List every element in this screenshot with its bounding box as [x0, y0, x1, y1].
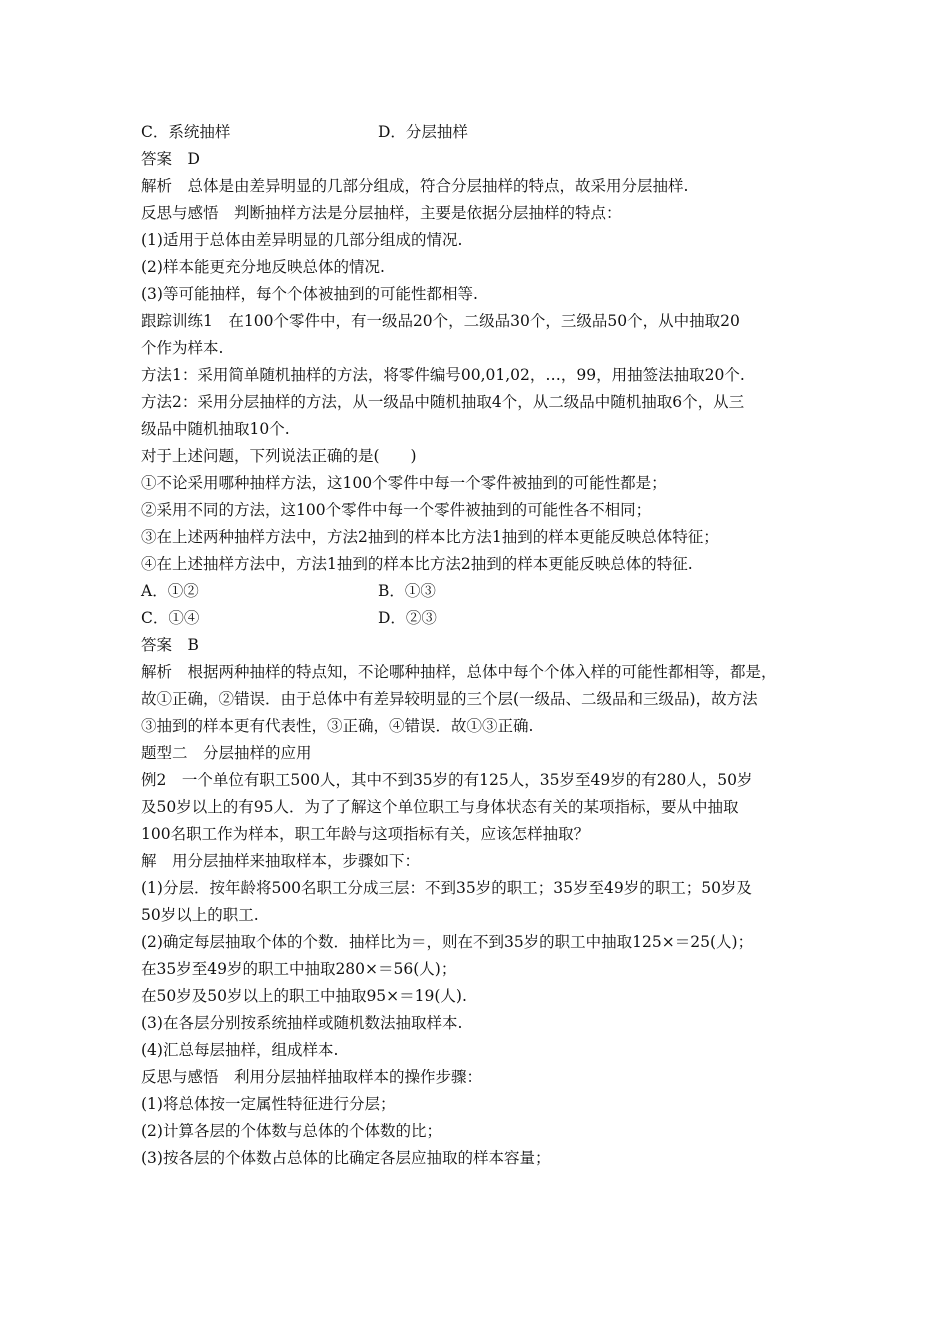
reflection-item: (2)样本能更充分地反映总体的情况. — [141, 258, 385, 276]
statement-line: ②采用不同的方法，这100个零件中每一个零件被抽到的可能性各不相同； — [141, 501, 652, 519]
question-line: 对于上述问题，下列说法正确的是( ) — [141, 447, 417, 465]
option-a: A．①② — [141, 582, 199, 600]
reflection-item: (1)将总体按一定属性特征进行分层； — [141, 1095, 396, 1113]
reflection-item: (1)适用于总体由差异明显的几部分组成的情况. — [141, 231, 463, 249]
solution-step: (2)确定每层抽取个体的个数．抽样比为＝，则在不到35岁的职工中抽取125×＝25(人)； — [141, 933, 754, 951]
solution-step: 在50岁及50岁以上的职工中抽取95×＝19(人). — [141, 987, 467, 1005]
analysis-line: ③抽到的样本更有代表性，③正确，④错误．故①③正确. — [141, 717, 534, 735]
choice-row — [141, 578, 821, 605]
reflection-item: (3)等可能抽样，每个个体被抽到的可能性都相等. — [141, 285, 478, 303]
solution-line: 解 用分层抽样来抽取样本，步骤如下： — [141, 852, 421, 870]
answer-line: 答案 B — [141, 636, 199, 654]
reflection-item: (3)按各层的个体数占总体的比确定各层应抽取的样本容量； — [141, 1149, 551, 1167]
solution-step: 在35岁至49岁的职工中抽取280×＝56(人)； — [141, 960, 457, 978]
reflection-item: (2)计算各层的个体数与总体的个体数的比； — [141, 1122, 442, 1140]
answer-line: 答案 D — [141, 150, 200, 168]
example-line: 及50岁以上的有95人．为了了解这个单位职工与身体状态有关的某项指标，要从中抽取 — [141, 798, 739, 816]
choice-row — [141, 605, 821, 632]
method-line: 方法1：采用简单随机抽样的方法，将零件编号00,01,02，…，99，用抽签法抽取20个. — [141, 366, 745, 384]
answer-options-row — [141, 119, 821, 146]
solution-step: (3)在各层分别按系统抽样或随机数法抽取样本. — [141, 1014, 463, 1032]
method-line: 方法2：采用分层抽样的方法，从一级品中随机抽取4个，从二级品中随机抽取6个，从三 — [141, 393, 745, 411]
option-d: D．分层抽样 — [378, 123, 468, 141]
analysis-line: 故①正确，②错误．由于总体中有差异较明显的三个层(一级品、二级品和三级品)，故方法 — [141, 690, 758, 708]
analysis-line: 解析 根据两种抽样的特点知，不论哪种抽样，总体中每个个体入样的可能性都相等，都是， — [141, 663, 777, 681]
exercise-line: 个作为样本. — [141, 339, 224, 357]
exercise-line: 跟踪训练1 在100个零件中，有一级品20个，二级品30个，三级品50个，从中抽取20 — [141, 312, 740, 330]
solution-step: (4)汇总每层抽样，组成样本. — [141, 1041, 339, 1059]
option-b: B．①③ — [378, 582, 436, 600]
example-line: 例2 一个单位有职工500人，其中不到35岁的有125人，35岁至49岁的有280人，50岁 — [141, 771, 753, 789]
solution-step: 50岁以上的职工. — [141, 906, 259, 924]
solution-step: (1)分层．按年龄将500名职工分成三层：不到35岁的职工；35岁至49岁的职工；50岁及 — [141, 879, 752, 897]
reflection-heading: 反思与感悟 利用分层抽样抽取样本的操作步骤： — [141, 1068, 483, 1086]
statement-line: ④在上述抽样方法中，方法1抽到的样本比方法2抽到的样本更能反映总体的特征. — [141, 555, 693, 573]
statement-line: ①不论采用哪种抽样方法，这100个零件中每一个零件被抽到的可能性都是； — [141, 474, 667, 492]
statement-line: ③在上述两种抽样方法中，方法2抽到的样本比方法1抽到的样本更能反映总体特征； — [141, 528, 719, 546]
option-c: C．①④ — [141, 609, 200, 627]
method-line: 级品中随机抽取10个. — [141, 420, 290, 438]
section-heading: 题型二 分层抽样的应用 — [141, 744, 312, 762]
example-line: 100名职工作为样本，职工年龄与这项指标有关，应该怎样抽取？ — [141, 825, 590, 843]
option-d: D．②③ — [378, 609, 437, 627]
page-content — [141, 119, 821, 1172]
option-c: C．系统抽样 — [141, 123, 231, 141]
reflection-heading: 反思与感悟 判断抽样方法是分层抽样，主要是依据分层抽样的特点： — [141, 204, 622, 222]
analysis-line: 解析 总体是由差异明显的几部分组成，符合分层抽样的特点，故采用分层抽样. — [141, 177, 689, 195]
